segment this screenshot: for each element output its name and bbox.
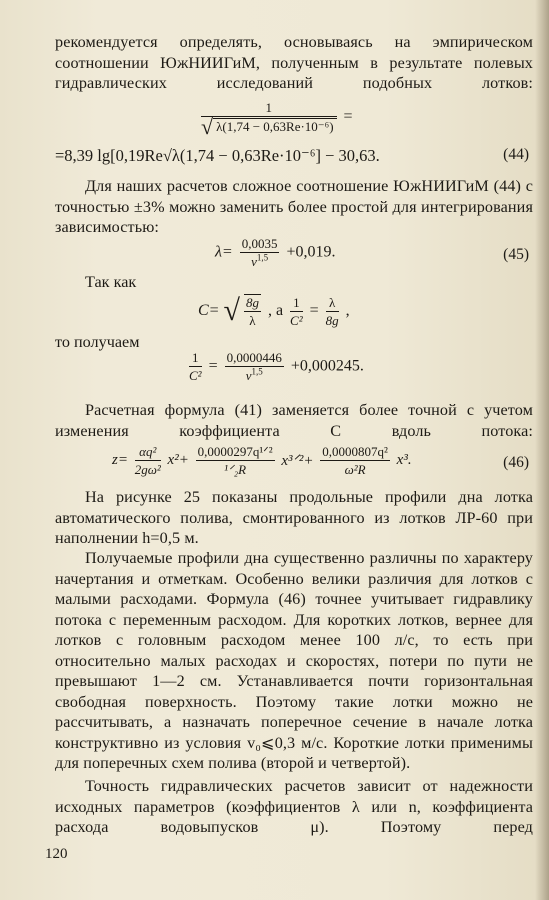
eq-c-f3-num: λ	[326, 295, 339, 312]
eq45-numerator: 0,0035	[241, 236, 278, 251]
text-to-poluchaem: то получаем	[55, 333, 140, 351]
paragraph-fig25-text: На рисунке 25 показаны продольные профили дна лотка автоматического полива, смонтированного из лотков ЛР-60 при наполнении h=0,5 м.	[55, 488, 533, 547]
eq-c-f1-num: 8g	[245, 295, 259, 310]
eq-c-fraction1	[244, 294, 261, 328]
eq46-term3: x³.	[396, 452, 412, 468]
eq46-fraction2	[196, 444, 275, 477]
eq45-tail: +0,019.	[286, 243, 336, 261]
eq45-den-base: v	[251, 254, 257, 269]
eq44-denominator-wrap	[201, 114, 337, 139]
paragraph-profiles-text: Получаемые профили дна существенно различны по характеру начертания и отметкам. Особенно велики различия для лотков с малыми расходами. Формула (46) точнее учитывает гидравлику потока с переменным расходом. Для коротких лотков, вернее для лотков с головным расходом менее 100 л/с, то есть при относительно малых расходах и скоростях, потери по пути не превышают 1—2 см. Устанавливается почти горизонтальная свободная поверхность. Поэтому такие лотки можно не рассчитывать, а назначать поперечное сечение в начале лотка конструктивно из условия v₀⩽0,3 м/с. Короткие лотки применимы для поперечных схем полива (второй и четвертой).	[55, 549, 533, 772]
equation-44-line1	[198, 100, 353, 139]
eq-inv-fraction2	[225, 350, 284, 383]
eq46-term2: x³ᐟ²+	[281, 453, 314, 469]
eq-inv-equals: =	[208, 357, 218, 375]
equation-44-line2: =8,39 lg[0,19Re√λ(1,74 − 0,63Re·10⁻⁶] − 30,63.	[55, 146, 380, 165]
eq-c-f3-den: 8g	[325, 312, 339, 328]
equation-45-number: (45)	[503, 246, 529, 263]
equation-45	[215, 236, 336, 269]
eq-c-mid: , а	[267, 302, 284, 319]
eq-inv-den-exp: 1,5	[251, 366, 263, 377]
eq-c-end: ,	[345, 302, 350, 319]
eq-c-f2-num: 1	[290, 295, 303, 312]
eq45-fraction	[240, 236, 280, 269]
eq46-fraction3	[320, 444, 390, 477]
eq-c-lhs: C=	[198, 302, 220, 319]
paragraph-41	[55, 400, 533, 441]
eq-inv-num: 1	[189, 350, 202, 367]
paragraph-profiles	[55, 548, 533, 774]
eq-c-fraction2	[290, 295, 303, 328]
eq-c-f1-den: λ	[249, 313, 256, 328]
eq44-fraction	[201, 100, 337, 139]
paragraph-41-text: Расчетная формула (41) заменяется более точной с учетом изменения коэффициента C вдоль потока:	[55, 401, 533, 440]
eq-c-fraction3	[326, 295, 339, 328]
eq46-f2-den: ¹ᐟ₂R	[224, 462, 247, 477]
eq-inv-fraction	[189, 350, 202, 383]
eq45-denominator	[240, 253, 280, 269]
eq45-lhs: λ=	[215, 243, 233, 261]
eq46-f2-num: 0,0000297q¹ᐟ²	[197, 444, 273, 459]
eq46-f3-num: 0,0000807q²	[322, 444, 388, 459]
paragraph-accuracy-text: Точность гидравлических расчетов зависит от надежности исходных параметров (коэффициентов λ или n, коэффициента расхода водовыпусков μ). Поэтому перед	[55, 777, 533, 836]
eq45-den-exp: 1,5	[256, 252, 269, 263]
eq46-lhs: z=	[112, 452, 128, 468]
eq-inv-den: C²	[189, 368, 202, 383]
eq-c-equals: =	[309, 302, 319, 319]
eq-inv-tail: +0,000245.	[290, 357, 364, 375]
paragraph-intro-text: рекомендуется определять, основываясь на эмпирическом соотношении ЮжНИИГиМ, полученным в результате полевых гидравлических исследований подобных лотков:	[55, 33, 533, 92]
paragraph-intro	[55, 32, 533, 94]
eq46-f1-num: αq²	[135, 444, 161, 461]
eq44-numerator: 1	[201, 100, 337, 117]
eq46-f3-den: ω²R	[344, 462, 366, 477]
paragraph-accuracy	[55, 776, 533, 838]
equation-44-number: (44)	[503, 146, 529, 163]
eq46-fraction1	[135, 444, 161, 477]
paragraph-45-intro-text: Для наших расчетов сложное соотношение ЮжНИИГиМ (44) с точностью ±3% можно заменить более простой для интегрирования зависимостью:	[55, 177, 533, 236]
text-tak-kak: Так как	[85, 273, 137, 291]
paragraph-45-intro	[55, 176, 533, 238]
paragraph-fig25	[55, 487, 533, 549]
equation-c	[198, 294, 350, 328]
equation-46-number: (46)	[503, 454, 529, 471]
sqrt-icon: √	[201, 114, 214, 139]
eq-c-f2-den: C²	[290, 312, 303, 328]
eq-inv-den-base: v	[245, 368, 252, 383]
page-number: 120	[45, 846, 68, 862]
sqrt-icon: √	[223, 294, 240, 327]
equation-inverse-c2	[186, 350, 364, 383]
equation-46	[112, 444, 412, 477]
eq44-denominator: λ(1,74 − 0,63Re·10⁻⁶)	[213, 118, 336, 134]
eq-inv-f-den	[225, 367, 284, 383]
eq-inv-f-num: 0,0000446	[226, 350, 282, 365]
eq46-f1-den: 2gω²	[134, 462, 161, 477]
page-edge-shadow	[535, 0, 549, 900]
eq46-term1: x²+	[167, 452, 189, 468]
eq44-equals: =	[343, 108, 353, 125]
